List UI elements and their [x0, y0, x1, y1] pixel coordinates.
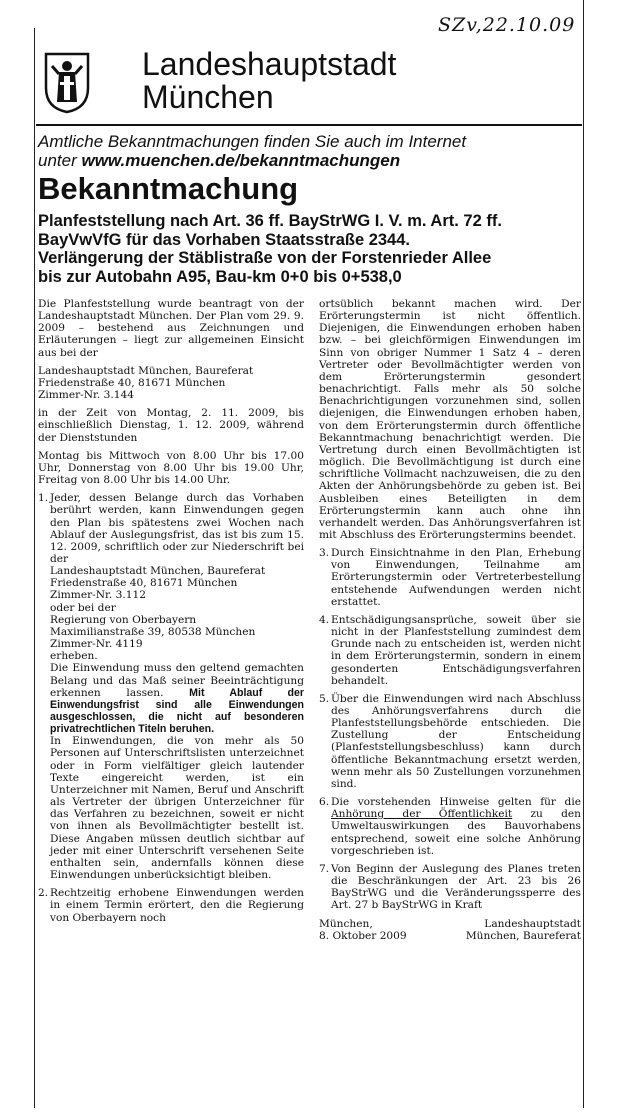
address-line: Maximilianstraße 39, 80538 München: [50, 625, 256, 638]
item-text-part: zu den Umweltauswirkungen des Bauvorhabens entsprechend, soweit eine solche Anhörung vorgeschrieben ist.: [331, 808, 581, 857]
hours-paragraph: Montag bis Mittwoch von 8.00 Uhr bis 17.00 Uhr, Donnerstag von 8.00 Uhr bis 19.00 Uhr, Freitag von 8.00 Uhr bis 14.00 Uhr.: [38, 449, 304, 487]
footer-org-line-2: München, Baureferat: [465, 929, 581, 942]
address-line: Friedenstraße 40, 81671 München: [50, 577, 238, 590]
continuation-paragraph: ortsüblich bekannt machen wird. Der Erörterungstermin ist nicht öffentlich. Diejenigen, die Einwendungen erhoben haben bzw. – bei gleichförmigen Einwendungen im Sinn von obriger Nummer 1 Satz 4 – deren Vertreter oder Bevollmächtigter werden von dem Erörterungstermin gesondert benachrichtigt. Falls mehr als 50 solche Benachrichtigungen vorzunehmen sind, sollen diejenigen, die Einwendungen erhoben haben, von dem Erörterungstermin durch öffentliche Bekanntmachung benachrichtigt werden. Die Vertretung durch einen Bevollmächtigten ist möglich. Die Bevollmächtigung ist durch eine schriftliche Vollmacht nachzuweisen, die zu den Akten der Anhörungsbehörde zu geben ist. Bei Ausbleiben eines Beteiligten in dem Erörterungstermin kann auch ohne ihn verhandelt werden. Das Anhörungsverfahren ist mit Abschluss des Erörterungstermins beendet.: [319, 298, 581, 541]
internet-notice-line-2: [38, 151, 583, 170]
right-border: [583, 0, 584, 1108]
internet-notice: [38, 132, 583, 170]
left-border: [34, 28, 35, 1108]
page-title: Bekanntmachung: [38, 171, 299, 206]
item-text: Rechtzeitig erhobene Einwendungen werden in einem Termin erörtert, den die Regierung von Oberbayern noch: [50, 887, 304, 924]
item-number: 7.: [319, 862, 330, 875]
list-item: [319, 547, 581, 608]
item-number: 1.: [38, 492, 49, 505]
intro-paragraph: Die Planfeststellung wurde beantragt von der Landeshauptstadt München. Der Plan vom 29. 9. 2009 – bestehend aus Zeichnungen und Erläuterungen – liegt zur allgemeinen Einsicht aus bei der: [38, 298, 304, 359]
address-line: oder bei der: [50, 601, 116, 614]
address-line: Zimmer-Nr. 3.144: [38, 389, 134, 402]
item-text: [50, 662, 304, 735]
handwritten-note: SZv,22.10.09: [438, 14, 576, 36]
item-number: 4.: [319, 613, 330, 626]
city-line-2: München: [142, 79, 274, 115]
item-text: Über die Einwendungen wird nach Abschluss des Anhörungsverfahrens durch die Planfeststellungsbehörde entschieden. Die Zustellung der Entscheidung (Planfeststellungsbeschluss) kann durch öffentliche Bekanntmachung ersetzt werden, wenn mehr als 50 Zustellungen vorzunehmen sind.: [331, 692, 581, 790]
subtitle-line: Planfeststellung nach Art. 36 ff. BayStrWG I. V. m. Art. 72 ff.: [38, 212, 502, 230]
item-text-part: Die vorstehenden Hinweise gelten für die: [331, 796, 581, 809]
item-text: Entschädigungsansprüche, soweit über sie nicht in der Planfeststellung zumindest dem Grunde nach zu entscheiden ist, werden nicht in dem Erörterungstermin, sondern in einem gesonderten Entschädigungsverfahren behandelt.: [331, 613, 581, 687]
item-text: Jeder, dessen Belange durch das Vorhaben berührt werden, kann Einwendungen gegen den Plan bis spätestens zwei Wochen nach Ablauf der Auslegungsfrist, das ist bis zum 15. 12. 2009, schriftlich oder zur Niederschrift bei der: [50, 492, 304, 565]
list-item: [38, 887, 304, 923]
footer-date: 8. Oktober 2009: [319, 929, 407, 942]
subtitle-line: BayVwVfG für das Vorhaben Staatsstraße 2344.: [38, 230, 410, 249]
item-number: 3.: [319, 547, 330, 560]
munich-crest-icon: [44, 52, 90, 114]
item-number: 6.: [319, 796, 330, 809]
list-item: [38, 492, 304, 881]
left-column: [38, 298, 304, 930]
item-text: Von Beginn der Auslegung des Planes treten die Beschränkungen der Art. 23 bis 26 BayStrWG und die Veränderungssperre des Art. 27 b BayStrWG in Kraft: [331, 862, 581, 912]
list-item: [319, 693, 581, 790]
item-number: 2.: [38, 887, 49, 900]
address-line: Regierung von Oberbayern: [50, 613, 197, 626]
period-paragraph: in der Zeit von Montag, 2. 11. 2009, bis einschließlich Dienstag, 1. 12. 2009, während der Dienststunden: [38, 407, 304, 444]
address-line: Zimmer-Nr. 4119: [50, 638, 143, 651]
subtitle-line: bis zur Autobahn A95, Bau-km 0+0 bis 0+538,0: [38, 267, 402, 286]
footer-place: München,: [319, 917, 373, 930]
internet-prefix: unter: [38, 151, 82, 170]
address-block: [38, 365, 304, 401]
list-item: [319, 796, 581, 857]
address-line: Landeshauptstadt München, Baureferat: [50, 565, 266, 578]
item-number: 5.: [319, 692, 330, 705]
item-bold-text: Mit Ablauf der Einwendungsfrist sind alle Einwendungen ausgeschlossen, die nicht auf besonderen privatrechtlichen Titeln beruhen.: [50, 686, 305, 736]
subtitle: [38, 212, 583, 286]
list-item: [319, 614, 581, 687]
header-divider: [36, 124, 582, 126]
address-block: [50, 565, 304, 662]
item-text-part: Die Einwendung muss den geltend gemachten Belang und das Maß seiner Beeinträchtigung erkennen lassen.: [50, 662, 304, 699]
address-line: erheben.: [50, 650, 98, 663]
list-item: [319, 863, 581, 912]
item-underlined-text: Anhörung der Öffentlichkeit: [331, 808, 513, 821]
footer-org-line-1: Landeshauptstadt: [484, 917, 581, 930]
item-text: In Einwendungen, die von mehr als 50 Personen auf Unterschriftslisten unterzeichnet oder in Form vielfältiger gleich lautender Texte eingereicht werden, ist ein Unterzeichner mit Namen, Beruf und Anschrift als Vertreter der übrigen Unterzeichner für das Verfahren zu bezeichnen, soweit er nicht von ihnen als Bevollmächtigter bestellt ist. Diese Angaben müssen deutlich sichtbar auf jeder mit einer Unterschrift versehenen Seite enthalten sein, andernfalls können diese Einwendungen unberücksichtigt bleiben.: [50, 735, 304, 882]
city-name: [142, 48, 396, 114]
subtitle-line: Verlängerung der Stäblistraße von der Forstenrieder Allee: [38, 249, 492, 267]
city-line-1: Landeshauptstadt: [142, 46, 397, 82]
address-line: Friedenstraße 40, 81671 München: [38, 376, 226, 389]
right-column: [319, 298, 581, 942]
item-text: [331, 796, 581, 857]
signature-block: [319, 918, 581, 942]
address-line: Zimmer-Nr. 3.112: [50, 589, 146, 602]
address-line: Landeshauptstadt München, Baureferat: [38, 364, 254, 377]
internet-notice-line-1: Amtliche Bekanntmachungen finden Sie auch im Internet: [38, 132, 467, 151]
item-text: Durch Einsichtnahme in den Plan, Erhebung von Einwendungen, Teilnahme am Erörterungstermin oder Vertreterbestellung entstehende Aufwendungen werden nicht erstattet.: [331, 547, 581, 608]
internet-url: www.muenchen.de/bekanntmachungen: [81, 151, 401, 170]
